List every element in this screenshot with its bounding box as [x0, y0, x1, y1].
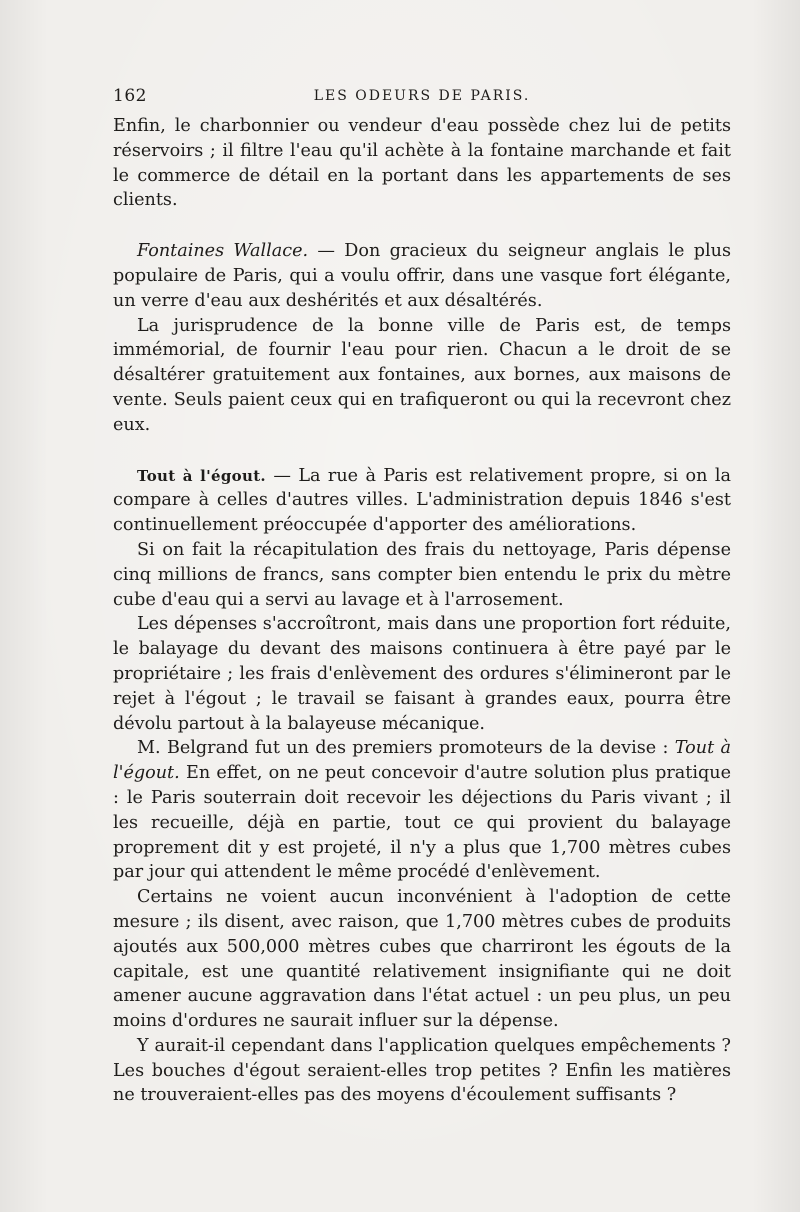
- paragraph-text: Si on fait la récapitulation des frais du nettoyage, Paris dépense cinq millions de francs, sans compter bien entendu le prix du mètre cube d'eau qui a servi au lavage et à l'arrosement.: [113, 539, 731, 610]
- paragraph-fontaines-wallace: [113, 239, 731, 313]
- paragraph-depenses: [113, 612, 731, 736]
- paragraph-text: Y aurait-il cependant dans l'application quelques empêchements ? Les bouches d'égout seraient-elles trop petites ? Enfin les matières ne trouveraient-elles pas des moyens d'écoulement suffisants ?: [113, 1035, 731, 1106]
- paragraph-text: Enfin, le charbonnier ou vendeur d'eau possède chez lui de petits réservoirs ; il filtre l'eau qu'il achète à la fontaine marchande et fait le commerce de détail en la portant dans les appartements de ses clients.: [113, 116, 731, 211]
- paragraph-text: En effet, on ne peut concevoir d'autre solution plus pratique : le Paris souterrain doit recevoir les déjections du Paris vivant ; il les recueille, déjà en partie, tout ce qui provient du balayage proprement dit y est projeté, il n'y a plus que 1,700 mètres cubes par jour qui attendent le même procédé d'enlèvement.: [113, 763, 731, 883]
- paragraph-text: M. Belgrand fut un des premiers promoteurs de la devise :: [137, 738, 675, 759]
- paragraph-text: — La rue à Paris est relativement propre, si on la compare à celles d'autres villes. L'administration depuis 1846 s'est continuellement préoccupée d'apporter des améliorations.: [113, 465, 731, 536]
- paragraph-recapitulation: [113, 538, 731, 612]
- paragraph-belgrand: [113, 736, 731, 885]
- section-gap: [113, 438, 731, 464]
- section-heading-fontaines-wallace: Fontaines Wallace.: [137, 241, 309, 262]
- running-title: LES ODEURS DE PARIS.: [313, 88, 531, 104]
- paragraph-certains: [113, 885, 731, 1034]
- body-text: [113, 114, 731, 1108]
- paragraph-text: — Don gracieux du seigneur anglais le plus populaire de Paris, qui a voulu offrir, dans une vasque fort élégante, un verre d'eau aux deshérités et aux désaltérés.: [113, 241, 731, 311]
- paragraph-text: Certains ne voient aucun inconvénient à l'adoption de cette mesure ; ils disent, avec raison, que 1,700 mètres cubes de produits ajoutés aux 500,000 mètres cubes que charriront les égouts de la capitale, est une quantité relativement insignifiante qui ne doit amener aucune aggravation dans l'état actuel : un peu plus, un peu moins d'ordures ne saurait influer sur la dépense.: [113, 887, 731, 1032]
- paragraph-charbonnier: [113, 114, 731, 213]
- section-heading-tout-a-legout: Tout à l'égout.: [137, 466, 266, 485]
- paragraph-empechements: [113, 1034, 731, 1108]
- paragraph-text: La jurisprudence de la bonne ville de Paris est, de temps immémorial, de fournir l'eau pour rien. Chacun a le droit de se désaltérer gratuitement aux fontaines, aux bornes, aux maisons de vente. Seuls paient ceux qui en trafiqueront ou qui la recevront chez eux.: [113, 315, 731, 435]
- paragraph-tout-a-legout: [113, 464, 731, 538]
- page-number: 162: [113, 86, 147, 106]
- paragraph-jurisprudence: [113, 314, 731, 438]
- paragraph-italic-motto: Tout à l'égout.: [113, 738, 731, 784]
- section-gap: [113, 213, 731, 239]
- running-head: [113, 86, 731, 110]
- paragraph-text: Les dépenses s'accroîtront, mais dans une proportion fort réduite, le balayage du devant des maisons continuera à être payé par le propriétaire ; les frais d'enlèvement des ordures s'élimineront par le rejet à l'égout ; le travail se faisant à grandes eaux, pourra être dévolu partout à la balayeuse mécanique.: [113, 614, 731, 734]
